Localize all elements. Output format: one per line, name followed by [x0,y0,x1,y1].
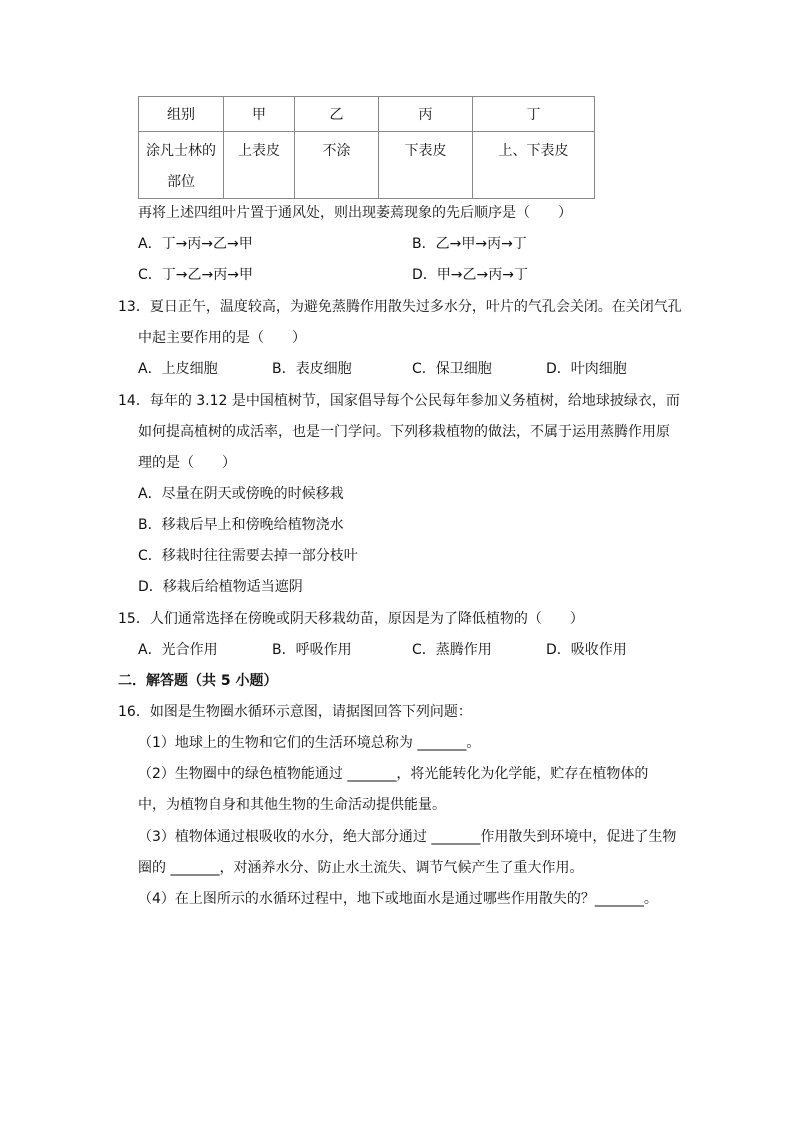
q16-part2-line1: （2）生物圈中的绿色植物能通过 _______，将光能转化为化学能，贮存在植物体的 [138,766,649,782]
q12-option-c: C．丁→乙→丙→甲 [138,267,253,283]
q16-intro: 16．如图是生物圈水循环示意图，请据图回答下列问题： [118,704,472,720]
q15-option-b: B．呼吸作用 [272,642,352,658]
q12-option-d: D．甲→乙→丙→丁 [412,267,528,283]
q13-line2: 中起主要作用的是（ ） [138,330,306,346]
q14-option-a: A．尽量在阴天或傍晚的时候移栽 [138,486,344,502]
q13-option-c: C．保卫细胞 [412,361,492,377]
table-row-label [139,132,224,199]
q14-line3: 理的是（ ） [138,455,236,471]
row-label-line2: 部位 [167,174,195,190]
q14-option-d: D．移栽后给植物适当遮阴 [138,579,303,595]
q13-option-a: A．上皮细胞 [138,361,218,377]
row-label-line1: 涂凡士林的 [146,143,216,159]
q16-part4: （4）在上图所示的水循环过程中，地下或地面水是通过哪些作用散失的？_______。 [138,891,658,907]
q13-option-b: B．表皮细胞 [272,361,352,377]
table-cell-text: 不涂 [322,143,351,159]
q15-option-c: C．蒸腾作用 [412,642,492,658]
table-cell [224,132,295,199]
q13-line1: 13．夏日正午，温度较高，为避免蒸腾作用散失过多水分，叶片的气孔会关闭。在关闭气孔 [118,299,682,315]
table-header-cell: 乙 [295,97,379,132]
table-header-cell: 丙 [379,97,473,132]
q15-option-d: D．吸收作用 [546,642,627,658]
q12-option-b: B．乙→甲→丙→丁 [412,236,527,252]
q15-option-a: A．光合作用 [138,642,218,658]
q14-line1: 14．每年的 3.12 是中国植树节，国家倡导每个公民每年参加义务植树，给地球披绿衣，而 [118,393,680,409]
table-header-cell: 组别 [139,97,224,132]
q12-question: 再将上述四组叶片置于通风处，则出现萎蔫现象的先后顺序是（ ） [138,205,572,221]
q14-option-b: B．移栽后早上和傍晚给植物浇水 [138,517,344,533]
table-header-row [139,97,595,132]
q16-part3-line1: （3）植物体通过根吸收的水分，绝大部分通过 _______作用散失到环境中，促进了生物 [138,829,677,845]
q13-option-d: D．叶肉细胞 [546,361,627,377]
section-title: 二．解答题（共 5 小题） [118,673,278,689]
q14-option-c: C．移栽时往往需要去掉一部分枝叶 [138,548,358,564]
table-cell [295,132,379,199]
table-cell [473,132,595,199]
table-cell [379,132,473,199]
table-cell-text: 下表皮 [404,143,447,159]
table-row [139,132,595,199]
q16-part3-line2: 圈的 _______，对涵养水分、防止水土流失、调节气候产生了重大作用。 [138,860,584,876]
q16-part1: （1）地球上的生物和它们的生活环境总称为 _______。 [138,735,481,751]
q15-line1: 15．人们通常选择在傍晚或阴天移栽幼苗，原因是为了降低植物的（ ） [118,611,584,627]
row-label-text [139,132,223,198]
q14-line2: 如何提高植树的成活率，也是一门学问。下列移栽植物的做法，不属于运用蒸腾作用原 [138,424,670,440]
q16-part2-line2: 中，为植物自身和其他生物的生命活动提供能量。 [138,797,446,813]
table-header-cell: 甲 [224,97,295,132]
experiment-table [138,96,595,199]
table-cell-text: 上、下表皮 [498,143,569,159]
table-header-cell: 丁 [473,97,595,132]
q12-option-a: A．丁→丙→乙→甲 [138,236,253,252]
table-cell-text: 上表皮 [238,143,280,159]
